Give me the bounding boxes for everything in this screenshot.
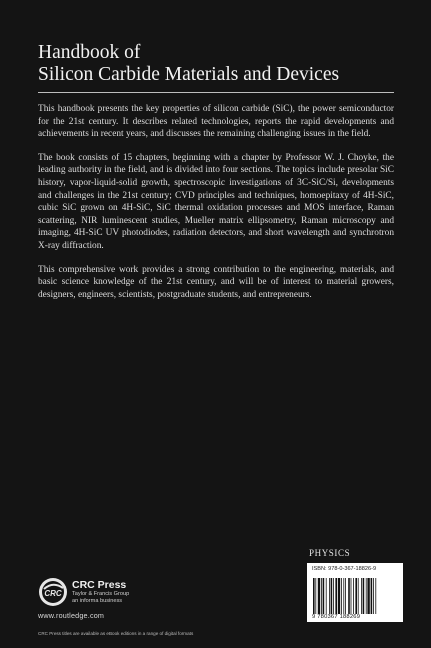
barcode-bar <box>343 578 344 614</box>
barcode-bar <box>363 578 365 614</box>
barcode-image <box>312 574 398 614</box>
barcode-bar <box>367 578 369 614</box>
barcode-bar <box>321 578 322 614</box>
barcode-bar <box>326 578 327 614</box>
publisher-group: Taylor & Francis Group <box>72 591 130 597</box>
blurb-paragraph-3: This comprehensive work provides a strong contribution to the engineering, materials, and basic science knowledge of the 21st century, and will be of interest to material growers, designers, engineers, scientists, postgraduate students, and entrepreneurs. <box>38 264 394 300</box>
barcode-number: 9 780367 188269 <box>312 614 361 620</box>
publisher-business: an informa business <box>72 598 123 604</box>
isbn-text: ISBN: 978-0-367-18826-9 <box>312 566 377 572</box>
barcode-bar <box>345 578 346 614</box>
blurb <box>38 103 394 312</box>
barcode-bar <box>313 578 315 614</box>
barcode-bar <box>371 578 373 614</box>
barcode-bar <box>355 578 357 614</box>
barcode-bar <box>351 578 352 614</box>
barcode-bar <box>366 578 367 614</box>
barcode-bar <box>353 578 354 614</box>
ebook-footnote: CRC Press titles are available as eBook editions in a range of digital formats <box>38 631 194 636</box>
barcode-bar <box>329 578 330 614</box>
publisher-url[interactable]: www.routledge.com <box>38 611 105 620</box>
barcode-bar <box>361 578 362 614</box>
barcode-bar <box>323 578 325 614</box>
title-line-1: Handbook of <box>38 42 141 63</box>
barcode-bar <box>331 578 333 614</box>
barcode-bar <box>338 578 340 614</box>
barcode-bar <box>348 578 350 614</box>
blurb-paragraph-2: The book consists of 15 chapters, beginning with a chapter by Professor W. J. Choyke, the leading authority in the field, and is divided into four sections. The topics include presolar SiC history, vapor-liquid-solid growth, spectroscopic investigations of 3C-SiC/Si, developments and challenges in the 21st century; CVD principles and techniques, homoepitaxy of 4H-SiC, cubic SiC grown on 4H-SiC, SiC thermal oxidation processes and MOS interface, Raman scattering, NIR luminescent studies, Mueller matrix ellipsometry, Raman microscopy and imaging, 4H-SiC UV photodiodes, radiation detectors, and short wavelength and synchrotron X-ray diffraction. <box>38 152 394 251</box>
crc-logo-text: CRC <box>44 589 62 598</box>
barcode-bar <box>373 578 374 614</box>
barcode-bar <box>335 578 337 614</box>
barcode-bar <box>375 578 376 614</box>
subject-label: PHYSICS <box>309 548 351 558</box>
publisher-block <box>72 579 129 605</box>
blurb-paragraph-1: This handbook presents the key properties of silicon carbide (SiC), the power semiconductor for the 21st century. It describes related technologies, reports the rapid developments and achievements in recent years, and discusses the remaining challenging issues in the field. <box>38 104 394 140</box>
title-divider <box>38 92 394 93</box>
barcode-bars <box>312 578 398 614</box>
title-line-2: Silicon Carbide Materials and Devices <box>38 64 340 85</box>
barcode-bar <box>318 578 320 614</box>
barcode-bar <box>315 578 316 614</box>
publisher-name: CRC Press <box>72 579 127 591</box>
barcode-bar <box>341 578 342 614</box>
barcode-panel <box>307 563 403 622</box>
barcode-bar <box>333 578 334 614</box>
crc-press-logo-icon <box>38 577 68 607</box>
book-title <box>38 42 408 86</box>
barcode-bar <box>358 578 359 614</box>
